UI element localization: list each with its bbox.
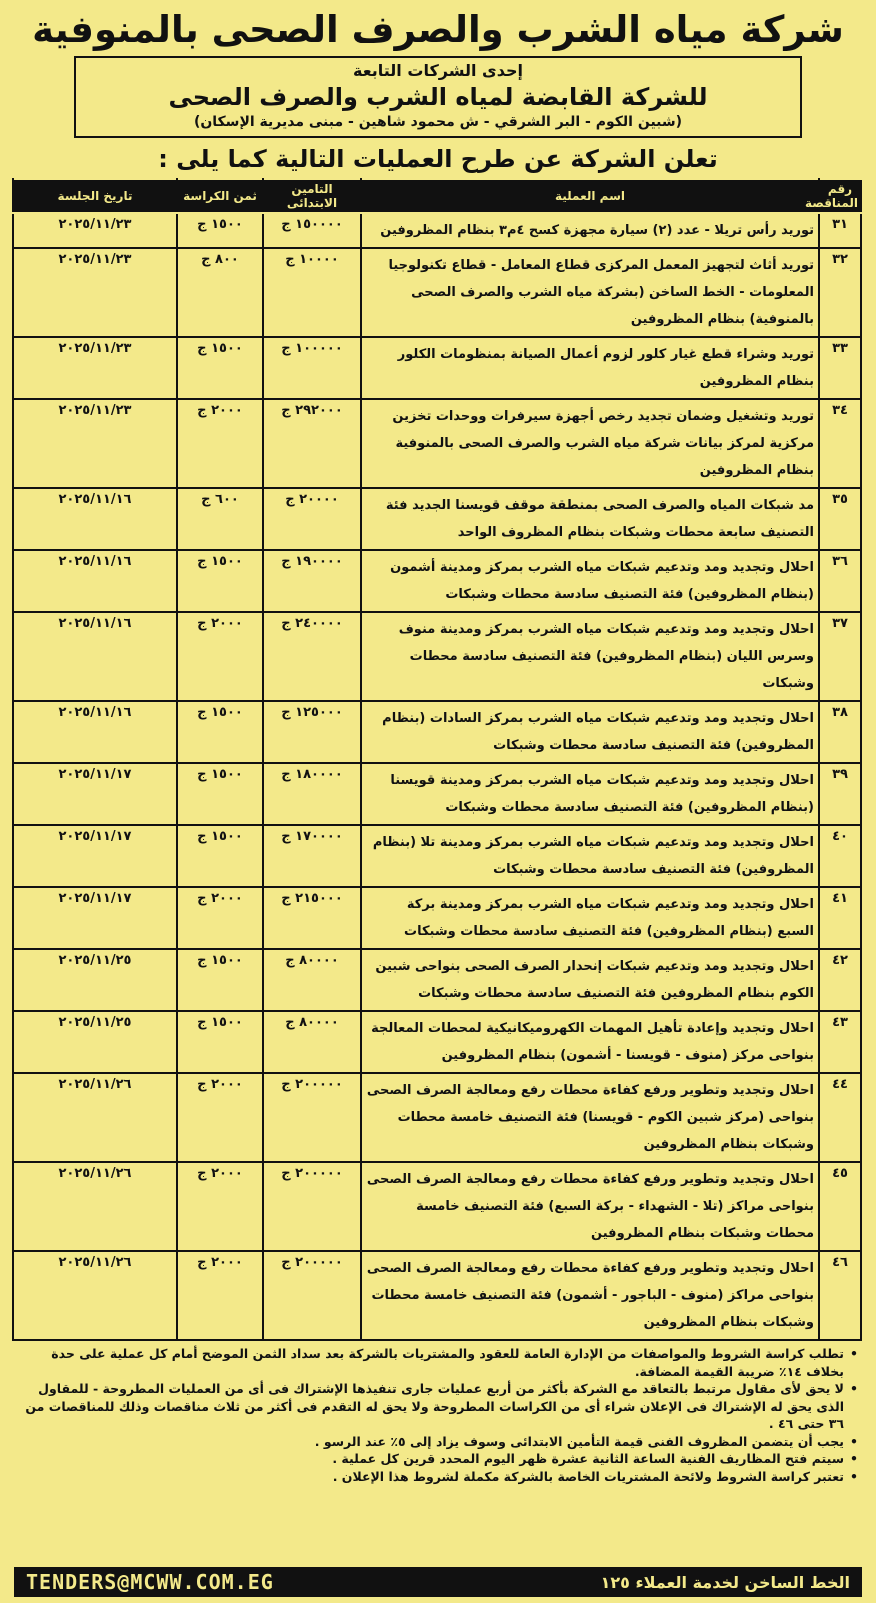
- insurance-amount: ٢١٥٠٠٠ ج: [263, 887, 361, 949]
- booklet-price: ١٥٠٠ ج: [177, 763, 263, 825]
- contact-email: TENDERS@MCWW.COM.EG: [26, 1570, 274, 1594]
- insurance-amount: ١٠٠٠٠ ج: [263, 248, 361, 337]
- operation-name: توريد رأس تريلا - عدد (٢) سيارة مجهزة كسح ٤م٣ بنظام المظروفين: [361, 213, 819, 248]
- session-date: ٢٠٢٥/١١/١٦: [13, 701, 177, 763]
- table-row: [13, 399, 861, 488]
- col-header-price: ثمن الكراسة: [177, 179, 263, 213]
- booklet-price: ٢٠٠٠ ج: [177, 887, 263, 949]
- holding-company-line: للشركة القابضة لمياه الشرب والصرف الصحى: [168, 83, 708, 111]
- tender-number: ٣١: [819, 213, 861, 248]
- table-row: [13, 701, 861, 763]
- booklet-price: ٢٠٠٠ ج: [177, 612, 263, 701]
- company-title: شركة مياه الشرب والصرف الصحى بالمنوفية: [32, 8, 844, 51]
- insurance-amount: ١٩٠٠٠٠ ج: [263, 550, 361, 612]
- table-row: [13, 550, 861, 612]
- operation-name: احلال وتجديد ومد وتدعيم شبكات مياه الشرب بمركز ومدينة تلا (بنظام المظروفين) فئة التصنيف سادسة محطات وشبكات: [361, 825, 819, 887]
- booklet-price: ١٥٠٠ ج: [177, 550, 263, 612]
- table-row: [13, 1162, 861, 1251]
- table-row: [13, 1073, 861, 1162]
- table-row: [13, 1251, 861, 1340]
- table-row: [13, 763, 861, 825]
- session-date: ٢٠٢٥/١١/٢٣: [13, 213, 177, 248]
- table-row: [13, 1011, 861, 1073]
- notes-list: [14, 1345, 862, 1485]
- booklet-price: ٢٠٠٠ ج: [177, 399, 263, 488]
- tender-number: ٤٣: [819, 1011, 861, 1073]
- booklet-price: ٢٠٠٠ ج: [177, 1162, 263, 1251]
- tender-number: ٤٦: [819, 1251, 861, 1340]
- session-date: ٢٠٢٥/١١/٢٦: [13, 1162, 177, 1251]
- operation-name: توريد وشراء قطع غيار كلور لزوم أعمال الصيانة بمنظومات الكلور بنظام المظروفين: [361, 337, 819, 399]
- insurance-amount: ٨٠٠٠٠ ج: [263, 949, 361, 1011]
- tender-number: ٣٨: [819, 701, 861, 763]
- tender-number: ٣٦: [819, 550, 861, 612]
- booklet-price: ١٥٠٠ ج: [177, 825, 263, 887]
- operation-name: احلال وتجديد وتطوير ورفع كفاءة محطات رفع ومعالجة الصرف الصحى بنواحى مراكز (تلا - الشهداء - بركة السبع) فئة التصنيف خامسة محطات وشبكات بنظام المظروفين: [361, 1162, 819, 1251]
- table-row: [13, 488, 861, 550]
- tender-number: ٣٢: [819, 248, 861, 337]
- note-item: • لا يحق لأى مقاول مرتبط بالتعاقد مع الشركة بأكثر من أربع عمليات جارى تنفيذها الإشتراك فى أى من العمليات المطروحة - للمقاول الذى يحق له الإشتراك فى الإعلان شراء أى من الكراسات المطروحة ولا يحق له التقدم فى أكثر من ثلاث مناقصات وذلك للمناقصات من ٣٦ حتى ٤٦ .: [14, 1380, 858, 1433]
- table-row: [13, 949, 861, 1011]
- session-date: ٢٠٢٥/١١/١٦: [13, 550, 177, 612]
- session-date: ٢٠٢٥/١١/١٧: [13, 825, 177, 887]
- operation-name: احلال وتجديد ومد وتدعيم شبكات مياه الشرب بمركز ومدينة بركة السبع (بنظام المظروفين) فئة التصنيف سادسة محطات وشبكات: [361, 887, 819, 949]
- booklet-price: ١٥٠٠ ج: [177, 213, 263, 248]
- operation-name: احلال وتجديد ومد وتدعيم شبكات مياه الشرب بمركز ومدينة قويسنا (بنظام المظروفين) فئة التصنيف سادسة محطات وشبكات: [361, 763, 819, 825]
- booklet-price: ١٥٠٠ ج: [177, 1011, 263, 1073]
- affiliate-line: إحدى الشركات التابعة: [353, 61, 523, 80]
- operation-name: مد شبكات المياه والصرف الصحى بمنطقة موقف قويسنا الجديد فئة التصنيف سابعة محطات وشبكات بنظام المظروف الواحد: [361, 488, 819, 550]
- operation-name: احلال وتجديد ومد وتدعيم شبكات إنحدار الصرف الصحى بنواحى شبين الكوم بنظام المظروفين فئة التصنيف سادسة محطات وشبكات: [361, 949, 819, 1011]
- booklet-price: ١٥٠٠ ج: [177, 949, 263, 1011]
- address-line: (شبين الكوم - البر الشرقي - ش محمود شاهين - مبنى مديرية الإسكان): [193, 114, 683, 130]
- session-date: ٢٠٢٥/١١/٢٣: [13, 399, 177, 488]
- note-item: • تطلب كراسة الشروط والمواصفات من الإدارة العامة للعقود والمشتريات بالشركة بعد سداد الثمن الموضح أمام كل عملية على حدة بخلاف ١٤٪ ضريبة القيمة المضافة.: [14, 1345, 858, 1380]
- insurance-amount: ١٨٠٠٠٠ ج: [263, 763, 361, 825]
- operation-name: احلال وتجديد وتطوير ورفع كفاءة محطات رفع ومعالجة الصرف الصحى بنواحى مراكز (منوف - الباجور - أشمون) فئة التصنيف خامسة محطات وشبكات بنظام المظروفين: [361, 1251, 819, 1340]
- operation-name: توريد أثاث لتجهيز المعمل المركزى قطاع المعامل - قطاع تكنولوجيا المعلومات - الخط الساخن (بشركة مياه الشرب والصرف الصحى بالمنوفية) بنظام المظروفين: [361, 248, 819, 337]
- booklet-price: ٢٠٠٠ ج: [177, 1073, 263, 1162]
- tender-number: ٤٥: [819, 1162, 861, 1251]
- tender-number: ٤٢: [819, 949, 861, 1011]
- table-row: [13, 887, 861, 949]
- session-date: ٢٠٢٥/١١/٢٣: [13, 248, 177, 337]
- announcement-heading: تعلن الشركة عن طرح العمليات التالية كما يلى :: [158, 145, 718, 173]
- table-row: [13, 248, 861, 337]
- col-header-date: تاريخ الجلسة: [13, 179, 177, 213]
- insurance-amount: ٢٠٠٠٠٠ ج: [263, 1162, 361, 1251]
- insurance-amount: ٢٠٠٠٠٠ ج: [263, 1251, 361, 1340]
- col-header-insurance: التامين الابتدائى: [263, 179, 361, 213]
- table-row: [13, 337, 861, 399]
- session-date: ٢٠٢٥/١١/١٦: [13, 612, 177, 701]
- insurance-amount: ٢٠٠٠٠ ج: [263, 488, 361, 550]
- tender-number: ٤٤: [819, 1073, 861, 1162]
- insurance-amount: ١٢٥٠٠٠ ج: [263, 701, 361, 763]
- operation-name: احلال وتجديد وإعادة تأهيل المهمات الكهروميكانيكية لمحطات المعالجة بنواحى مركز (منوف - قويسنا - أشمون) بنظام المظروفين: [361, 1011, 819, 1073]
- booklet-price: ٦٠٠ ج: [177, 488, 263, 550]
- note-item: • يجب أن يتضمن المظروف الفنى قيمة التأمين الابتدائى وسوف يزاد إلى ٥٪ عند الرسو .: [14, 1433, 858, 1451]
- session-date: ٢٠٢٥/١١/٢٥: [13, 1011, 177, 1073]
- insurance-amount: ٢٤٠٠٠٠ ج: [263, 612, 361, 701]
- booklet-price: ٨٠٠ ج: [177, 248, 263, 337]
- booklet-price: ١٥٠٠ ج: [177, 701, 263, 763]
- insurance-amount: ١٧٠٠٠٠ ج: [263, 825, 361, 887]
- session-date: ٢٠٢٥/١١/٢٥: [13, 949, 177, 1011]
- footer-bar: [14, 1567, 862, 1597]
- tender-number: ٤١: [819, 887, 861, 949]
- hotline-text: الخط الساخن لخدمة العملاء ١٢٥: [600, 1572, 850, 1592]
- table-body: [13, 213, 861, 1340]
- tender-number: ٤٠: [819, 825, 861, 887]
- session-date: ٢٠٢٥/١١/٢٦: [13, 1073, 177, 1162]
- session-date: ٢٠٢٥/١١/٢٣: [13, 337, 177, 399]
- operation-name: احلال وتجديد وتطوير ورفع كفاءة محطات رفع ومعالجة الصرف الصحى بنواحى (مركز شبين الكوم - قويسنا) فئة التصنيف خامسة محطات وشبكات بنظام المظروفين: [361, 1073, 819, 1162]
- table-row: [13, 612, 861, 701]
- col-header-operation: اسم العملية: [361, 179, 819, 213]
- table-header-row: [13, 179, 861, 213]
- table-row: [13, 825, 861, 887]
- insurance-amount: ١٠٠٠٠٠ ج: [263, 337, 361, 399]
- tender-number: ٣٤: [819, 399, 861, 488]
- tenders-table: [12, 178, 862, 1341]
- operation-name: توريد وتشغيل وضمان تجديد رخص أجهزة سيرفرات ووحدات تخزين مركزية لمركز بيانات شركة مياه الشرب والصرف الصحى بالمنوفية بنظام المظروفين: [361, 399, 819, 488]
- operation-name: احلال وتجديد ومد وتدعيم شبكات مياه الشرب بمركز السادات (بنظام المظروفين) فئة التصنيف سادسة محطات وشبكات: [361, 701, 819, 763]
- operation-name: احلال وتجديد ومد وتدعيم شبكات مياه الشرب بمركز ومدينة أشمون (بنظام المظروفين) فئة التصنيف سادسة محطات وشبكات: [361, 550, 819, 612]
- insurance-amount: ٨٠٠٠٠ ج: [263, 1011, 361, 1073]
- tender-number: ٣٧: [819, 612, 861, 701]
- booklet-price: ٢٠٠٠ ج: [177, 1251, 263, 1340]
- session-date: ٢٠٢٥/١١/١٦: [13, 488, 177, 550]
- holding-company-box: [74, 56, 802, 138]
- tender-number: ٣٩: [819, 763, 861, 825]
- session-date: ٢٠٢٥/١١/١٧: [13, 763, 177, 825]
- tender-number: ٣٣: [819, 337, 861, 399]
- table-row: [13, 213, 861, 248]
- tender-number: ٣٥: [819, 488, 861, 550]
- note-item: • سيتم فتح المظاريف الفنية الساعة الثانية عشرة ظهر اليوم المحدد قرين كل عملية .: [14, 1450, 858, 1468]
- session-date: ٢٠٢٥/١١/١٧: [13, 887, 177, 949]
- col-header-number: رقم المناقصة: [819, 179, 861, 213]
- booklet-price: ١٥٠٠ ج: [177, 337, 263, 399]
- insurance-amount: ١٥٠٠٠٠ ج: [263, 213, 361, 248]
- operation-name: احلال وتجديد ومد وتدعيم شبكات مياه الشرب بمركز ومدينة منوف وسرس الليان (بنظام المظروفين) فئة التصنيف سادسة محطات وشبكات: [361, 612, 819, 701]
- session-date: ٢٠٢٥/١١/٢٦: [13, 1251, 177, 1340]
- insurance-amount: ٢٩٢٠٠٠ ج: [263, 399, 361, 488]
- note-item: • تعتبر كراسة الشروط ولائحة المشتريات الخاصة بالشركة مكملة لشروط هذا الإعلان .: [14, 1468, 858, 1486]
- insurance-amount: ٢٠٠٠٠٠ ج: [263, 1073, 361, 1162]
